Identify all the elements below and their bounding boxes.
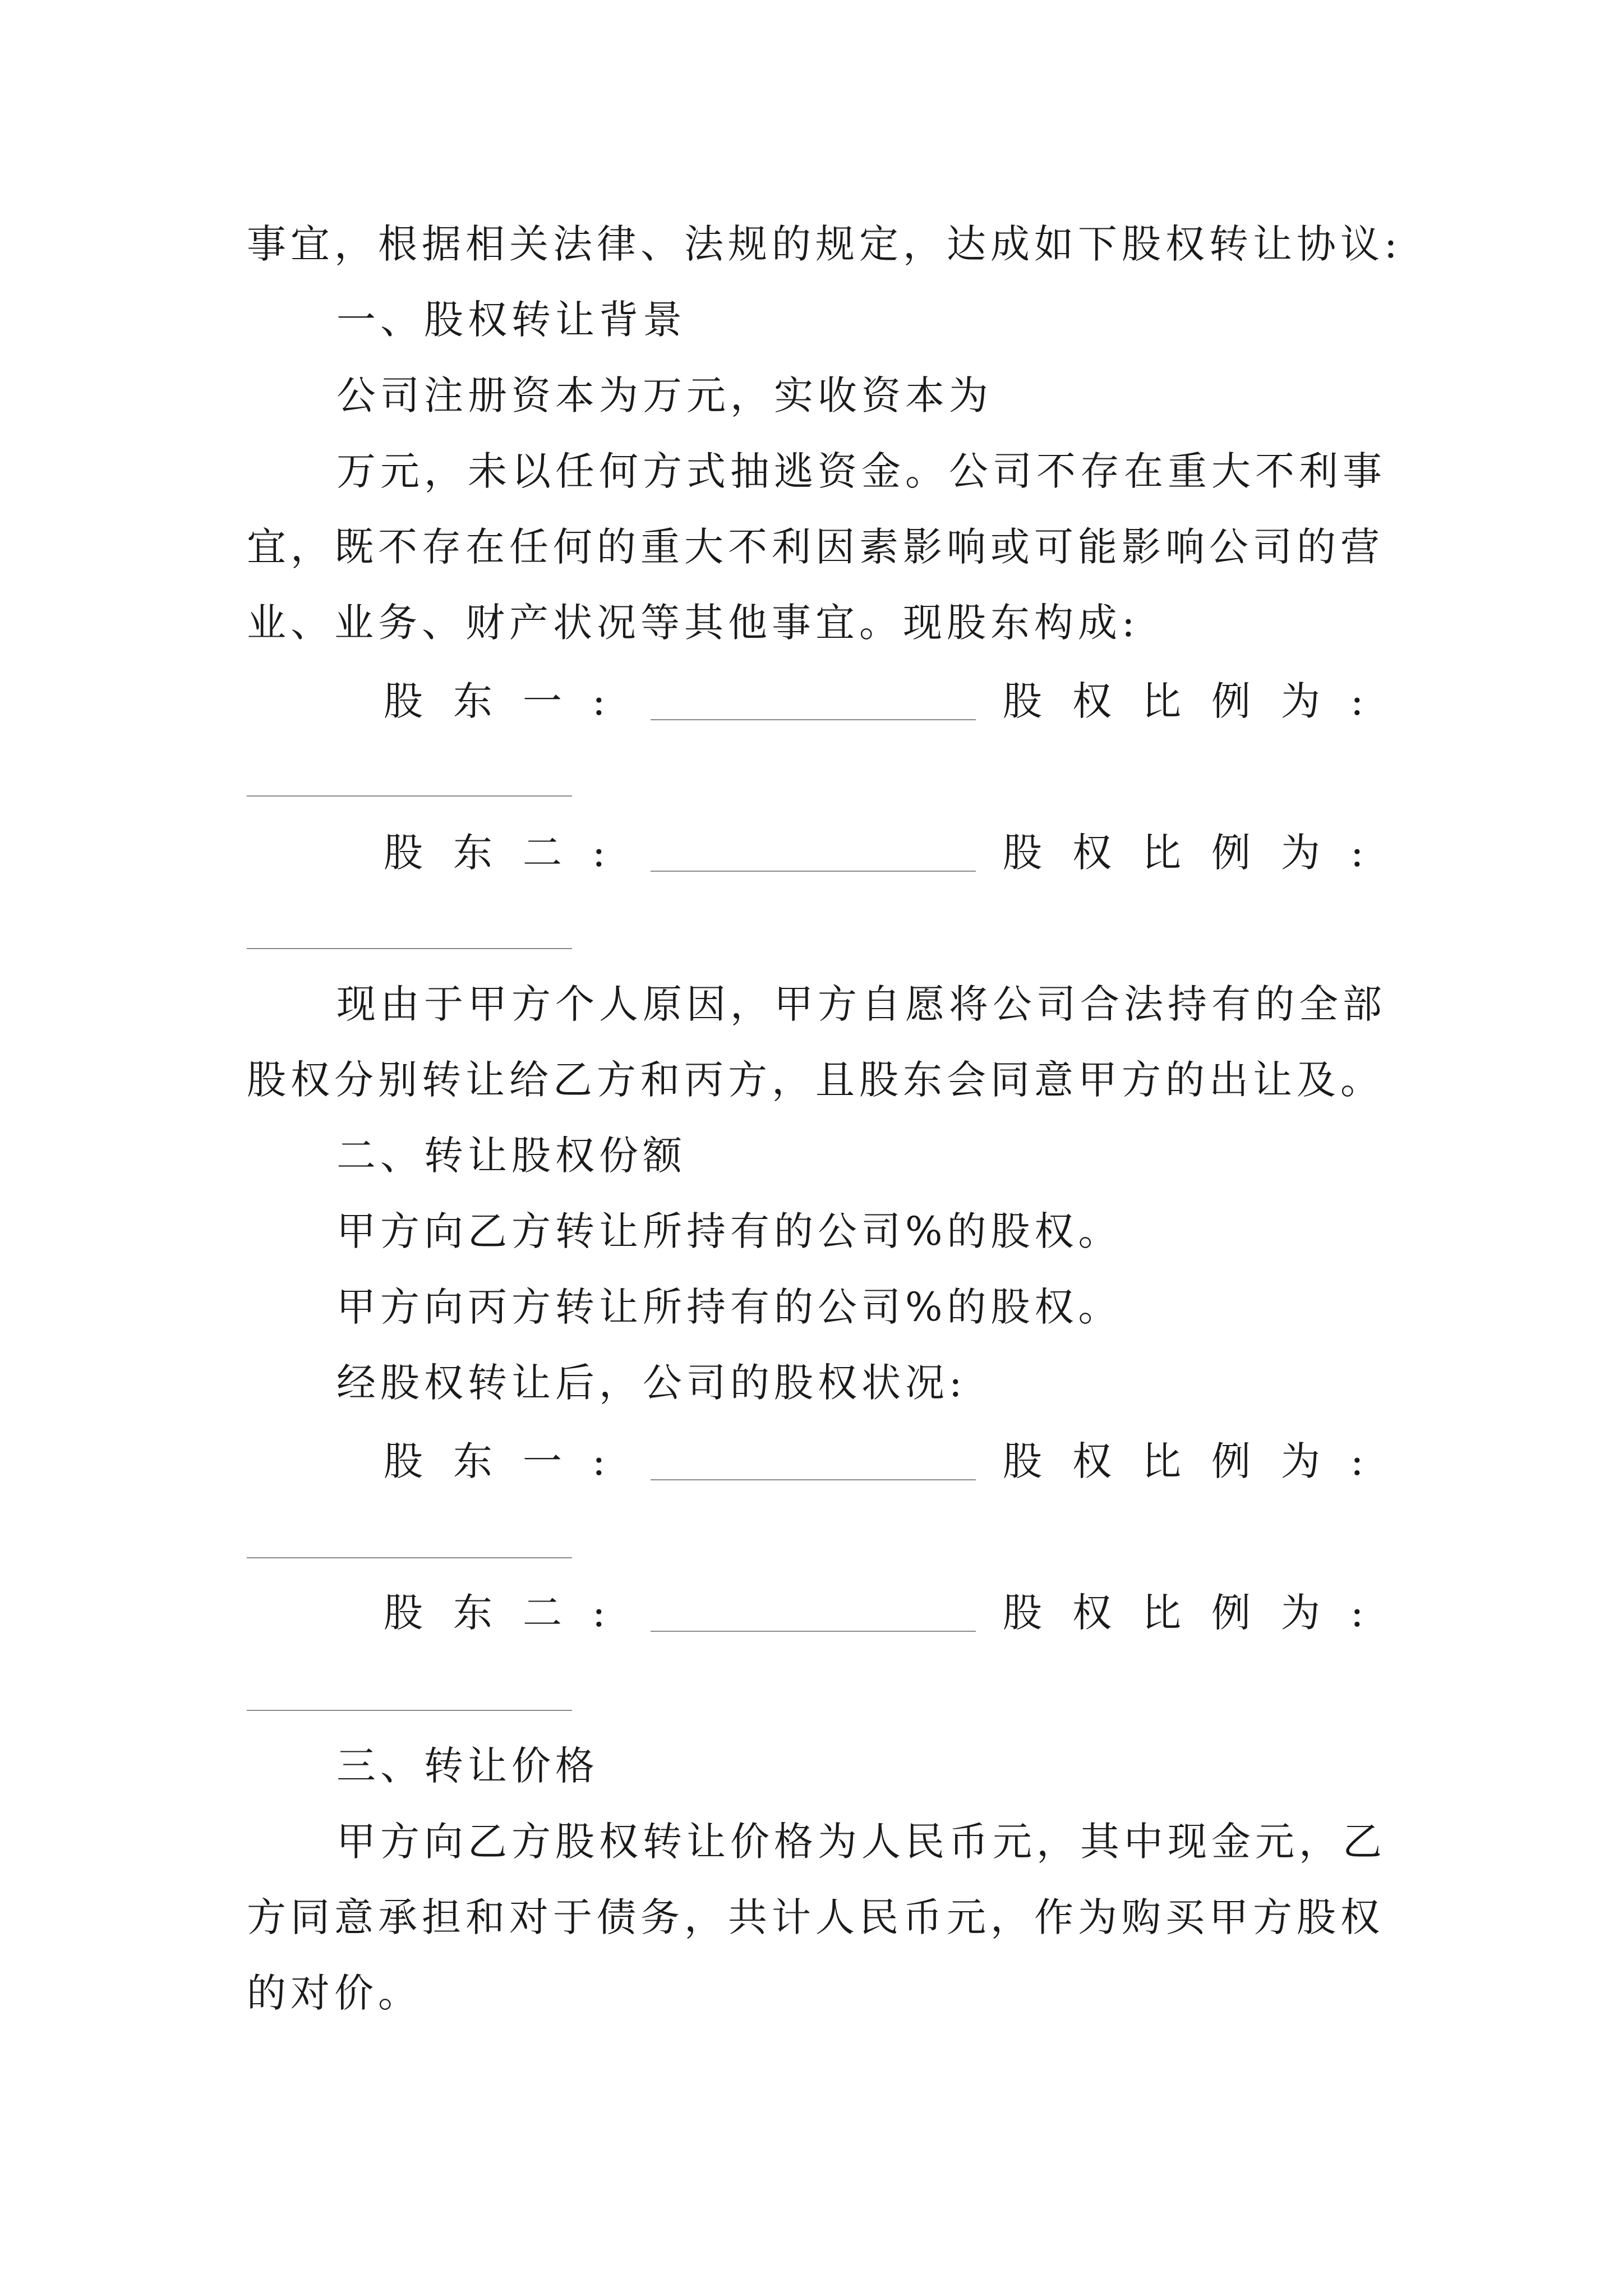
heading-section-3: 三、转让价格 bbox=[336, 1743, 599, 1789]
shareholder-one-name-blank[interactable] bbox=[651, 719, 976, 720]
equity-ratio-label: 股权比例为: bbox=[1003, 678, 1394, 724]
paragraph-line: 万元，未以任何方式抽逃资金。公司不存在重大不利事 bbox=[336, 448, 1386, 494]
equity-ratio-blank[interactable] bbox=[247, 1710, 572, 1711]
equity-ratio-label: 股权比例为: bbox=[1003, 1590, 1394, 1636]
paragraph-line: 方同意承担和对于债务，共计人民币元，作为购买甲方股权 bbox=[247, 1894, 1384, 1940]
equity-ratio-blank[interactable] bbox=[247, 795, 572, 797]
shareholder-two-name-blank[interactable] bbox=[651, 871, 976, 872]
shareholder-one-label: 股东一: bbox=[384, 678, 636, 724]
equity-ratio-label: 股权比例为: bbox=[1003, 830, 1394, 876]
equity-ratio-blank[interactable] bbox=[247, 1557, 572, 1558]
equity-ratio-label: 股权比例为: bbox=[1003, 1438, 1394, 1484]
paragraph-line: 业、业务、财产状况等其他事宜。现股东构成: bbox=[247, 600, 1140, 646]
equity-ratio-blank[interactable] bbox=[247, 948, 572, 949]
paragraph-line: 股权分别转让给乙方和丙方，且股东会同意甲方的出让及。 bbox=[247, 1057, 1384, 1103]
paragraph-after-transfer: 经股权转让后，公司的股权状况: bbox=[336, 1360, 967, 1406]
paragraph-line: 宜，既不存在任何的重大不利因素影响或可能影响公司的营 bbox=[247, 524, 1384, 570]
paragraph-transfer-b: 甲方向乙方转让所持有的公司%的股权。 bbox=[336, 1208, 1122, 1254]
heading-section-2: 二、转让股权份额 bbox=[336, 1133, 686, 1179]
shareholder-two-name-blank[interactable] bbox=[651, 1631, 976, 1632]
shareholder-one-name-blank[interactable] bbox=[651, 1479, 976, 1480]
paragraph-line: 现由于甲方个人原因，甲方自愿将公司合法持有的全部 bbox=[336, 981, 1386, 1027]
shareholder-one-label: 股东一: bbox=[384, 1438, 636, 1484]
paragraph-capital: 公司注册资本为万元，实收资本为 bbox=[336, 372, 993, 418]
paragraph-intro: 事宜，根据相关法律、法规的规定，达成如下股权转让协议: bbox=[247, 221, 1402, 267]
paragraph-line: 甲方向乙方股权转让价格为人民币元，其中现金元，乙 bbox=[336, 1819, 1386, 1865]
shareholder-two-label: 股东二: bbox=[384, 1590, 636, 1636]
paragraph-line: 的对价。 bbox=[247, 1970, 422, 2016]
shareholder-two-label: 股东二: bbox=[384, 830, 636, 876]
paragraph-transfer-c: 甲方向丙方转让所持有的公司%的股权。 bbox=[336, 1284, 1122, 1330]
heading-section-1: 一、股权转让背景 bbox=[336, 297, 686, 343]
